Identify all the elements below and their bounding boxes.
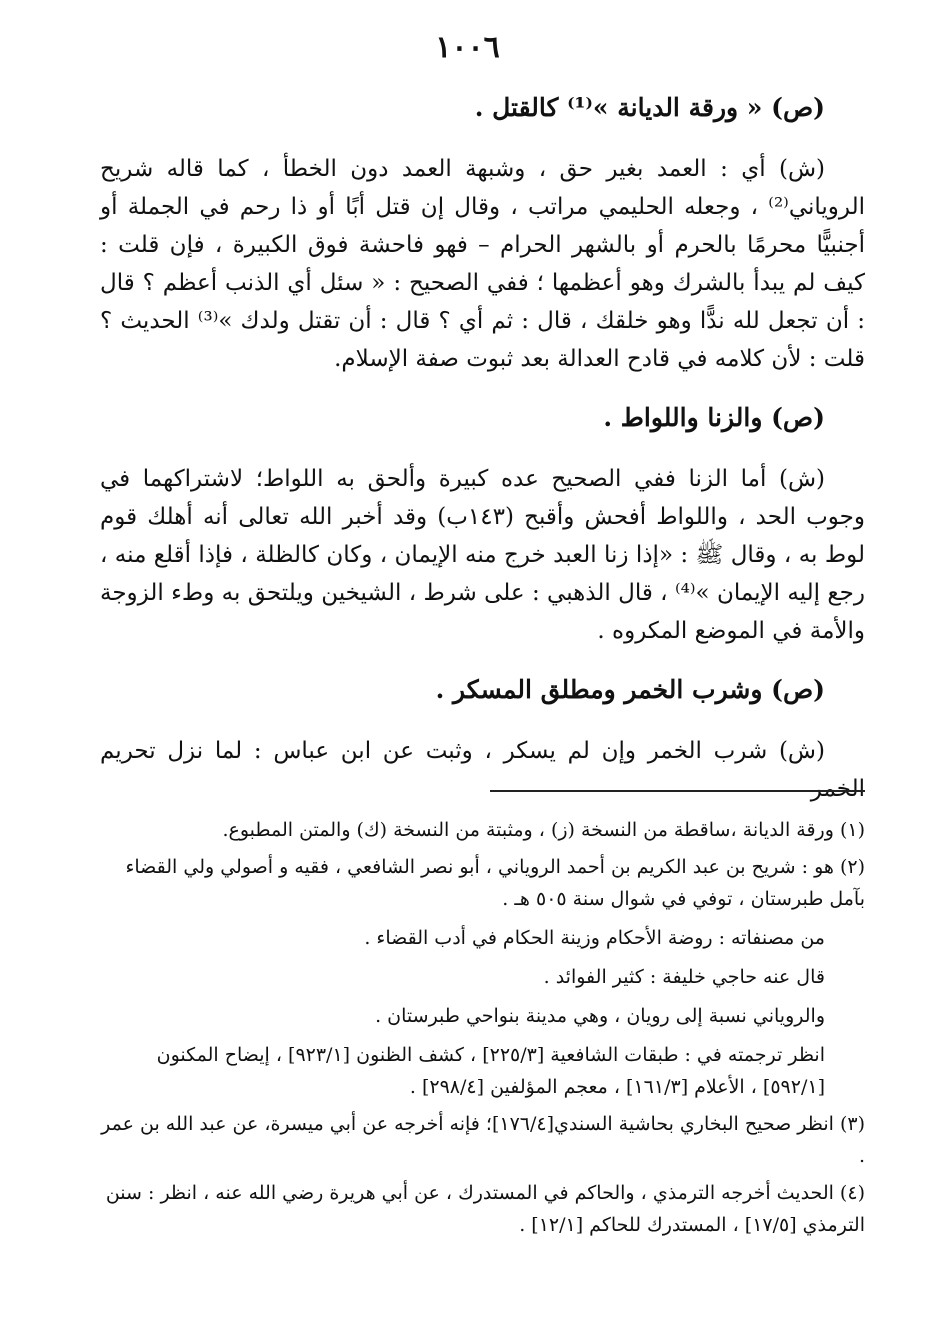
footnote-2: (٢) هو : شريح بن عبد الكريم بن أحمد الروياني ، أبو نصر الشافعي ، فقيه و أصولي ولي القضاء بآمل طبرستان ، توفي في شوال سنة ٥٠٥ هـ . xyxy=(125,856,865,910)
footnote-2-haji: قال عنه حاجي خليفة : كثير الفوائد . xyxy=(543,966,825,988)
footnotes xyxy=(100,814,865,1246)
sharh-zina: (ش) أما الزنا ففي الصحيح عده كبيرة وألحق به اللواط؛ لاشتراكهما في وجوب الحد ، واللواط أفحش وأقبح (١٤٣ب) وقد أخبر الله تعالى أنه أهلك قوم لوط به ، وقال ﷺ : «إذا زنا العبد خرج منه الإيمان ، وكان كالظلة ، فإذا أقلع منه ، رجع إليه الإيمان »⁽⁴⁾ ، قال الذهبي : على شرط ، الشيخين ويلتحق به وطء الزوجة والأمة في الموضع المكروه . xyxy=(100,466,865,644)
footnote-1: (١) ورقة الديانة ،ساقطة من النسخة (ز) ، ومثبتة من النسخة (ك) والمتن المطبوع. xyxy=(222,819,865,841)
main-text xyxy=(100,86,865,808)
matn-khamr: (ص) وشرب الخمر ومطلق المسكر . xyxy=(435,675,825,704)
footnote-2-works: من مصنفاته : روضة الأحكام وزينة الحكام في أدب القضاء . xyxy=(364,927,825,949)
footnote-separator xyxy=(490,790,865,792)
footnote-4: (٤) الحديث أخرجه الترمذي ، والحاكم في المستدرك ، عن أبي هريرة رضي الله عنه ، انظر : سنن الترمذي [١٧/٥] ، المستدرك للحاكم [١٢/١] . xyxy=(105,1182,865,1236)
page-number: ١٠٠٦ xyxy=(435,30,500,65)
matn-qatl: (ص) « ورقة الديانة »⁽¹⁾ كالقتل . xyxy=(474,93,825,122)
footnote-2-nisba: والروياني نسبة إلى رويان ، وهي مدينة بنواحي طبرستان . xyxy=(375,1005,825,1027)
sharh-qatl: (ش) أي : العمد بغير حق ، وشبهة العمد دون الخطأ ، كما قاله شريح الروياني⁽²⁾ ، وجعله الحليمي مراتب ، وقال إن قتل أبًا أو ذا رحم في الجملة أو أجنبيًّا محرمًا بالحرم أو بالشهر الحرام – فهو فاحشة فوق الكبيرة ، فإن قلت : كيف لم يبدأ بالشرك وهو أعظمها ؛ ففي الصحيح : « سئل أي الذنب أعظم ؟ قال : أن تجعل لله ندًّا وهو خلقك ، قال : ثم أي ؟ قال : أن تقتل ولدك »⁽³⁾ الحديث ؟ قلت : لأن كلامه في قادح العدالة بعد ثبوت صفة الإسلام. xyxy=(100,156,865,372)
footnote-3: (٣) انظر صحيح البخاري بحاشية السندي[١٧٦/٤]؛ فإنه أخرجه عن أبي ميسرة، عن عبد الله بن عمر . xyxy=(101,1113,865,1167)
sharh-khamr: (ش) شرب الخمر وإن لم يسكر ، وثبت عن ابن عباس : لما نزل تحريم الخمر xyxy=(100,738,865,802)
footnote-2-refs: انظر ترجمته في : طبقات الشافعية [٢٢٥/٣] ، كشف الظنون [٩٢٣/١] ، إيضاح المكنون [٥٩٢/١] ، الأعلام [١٦١/٣] ، معجم المؤلفين [٢٩٨/٤] . xyxy=(156,1044,825,1098)
matn-zina: (ص) والزنا واللواط . xyxy=(603,403,825,432)
